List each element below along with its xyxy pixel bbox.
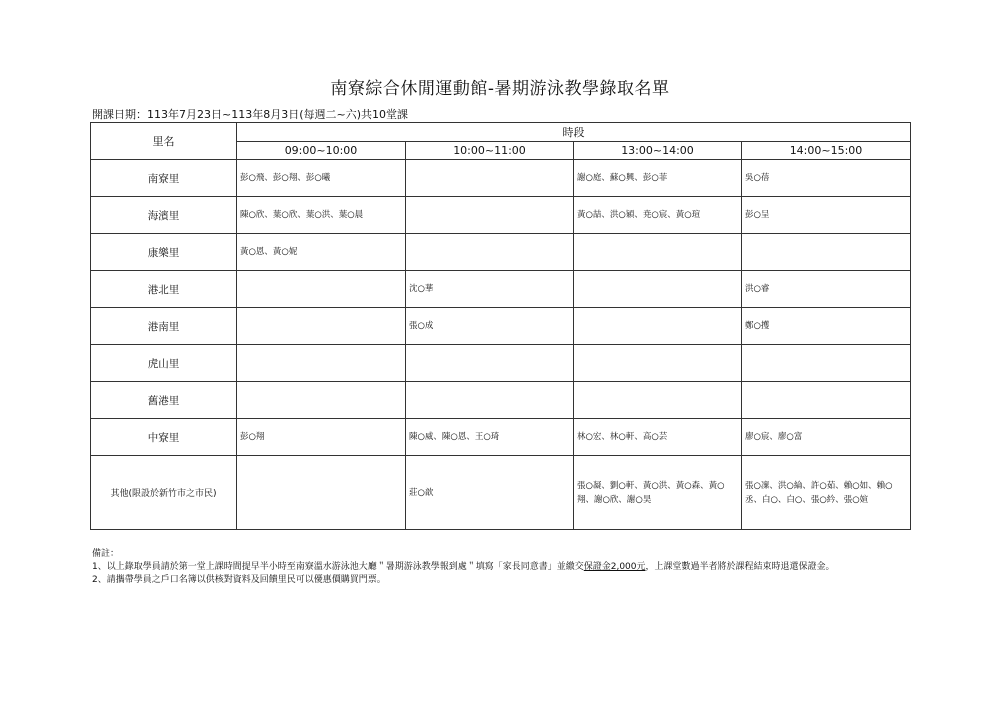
student-list: 莊○歆 <box>406 456 574 530</box>
table-row <box>91 160 911 197</box>
student-list <box>406 382 574 419</box>
student-list <box>237 345 406 382</box>
slot-header: 14:00~15:00 <box>742 142 911 160</box>
student-list <box>237 271 406 308</box>
student-list <box>237 382 406 419</box>
table-row <box>91 419 911 456</box>
student-list: 彭○呈 <box>742 197 911 234</box>
slot-header: 10:00~11:00 <box>406 142 574 160</box>
roster-table <box>90 122 911 530</box>
village-name: 南寮里 <box>91 160 237 197</box>
student-list: 陳○欣、葉○欣、葉○洪、葉○晨 <box>237 197 406 234</box>
student-list <box>742 382 911 419</box>
course-date: 開課日期：113年7月23日~113年8月3日(每週二~六)共10堂課 <box>92 108 408 121</box>
note-line-2: 2、請攜帶學員之戶口名簿以供核對資料及回饋里民可以優惠價購買門票。 <box>92 575 386 585</box>
table-row <box>91 382 911 419</box>
student-list <box>574 345 742 382</box>
student-list: 黃○恩、黃○妮 <box>237 234 406 271</box>
timeslot-header: 時段 <box>237 123 911 142</box>
deposit-amount: 保證金2,000元 <box>583 562 646 572</box>
village-name: 中寮里 <box>91 419 237 456</box>
table-row <box>91 197 911 234</box>
student-list: 張○成 <box>406 308 574 345</box>
student-list <box>237 456 406 530</box>
student-list <box>742 345 911 382</box>
village-name: 康樂里 <box>91 234 237 271</box>
village-name: 其他(限設於新竹市之市民) <box>91 456 237 530</box>
student-list: 黃○喆、洪○穎、尭○宸、黃○瑄 <box>574 197 742 234</box>
student-list <box>574 382 742 419</box>
village-name: 虎山里 <box>91 345 237 382</box>
student-list <box>574 308 742 345</box>
student-list <box>406 160 574 197</box>
student-list: 洪○睿 <box>742 271 911 308</box>
village-name: 海濱里 <box>91 197 237 234</box>
notes-heading: 備註： <box>92 549 120 559</box>
student-list: 吳○蓓 <box>742 160 911 197</box>
student-list <box>406 345 574 382</box>
student-list: 廖○宸、廖○富 <box>742 419 911 456</box>
student-list: 陳○威、陳○恩、王○琦 <box>406 419 574 456</box>
student-list <box>237 308 406 345</box>
student-list: 沈○華 <box>406 271 574 308</box>
village-name: 港北里 <box>91 271 237 308</box>
table-row <box>91 271 911 308</box>
table-row <box>91 234 911 271</box>
slot-header: 09:00~10:00 <box>237 142 406 160</box>
village-name: 港南里 <box>91 308 237 345</box>
student-list: 謝○庭、蘇○興、彭○菲 <box>574 160 742 197</box>
table-row <box>91 456 911 530</box>
student-list: 張○凝、劉○軒、黃○洪、黃○森、黃○翔、謝○欣、謝○昊 <box>574 456 742 530</box>
student-list: 鄭○擭 <box>742 308 911 345</box>
student-list <box>574 271 742 308</box>
student-list: 張○凜、洪○綸、許○茹、賴○如、賴○丞、白○、白○、張○紟、張○媗 <box>742 456 911 530</box>
table-header-row <box>91 123 911 142</box>
student-list <box>574 234 742 271</box>
student-list <box>406 197 574 234</box>
student-list <box>406 234 574 271</box>
student-list <box>742 234 911 271</box>
note-line-1 <box>92 561 835 574</box>
slot-header: 13:00~14:00 <box>574 142 742 160</box>
note-1-text: 1、以上錄取學員請於第一堂上課時間提早半小時至南寮溫水游泳池大廳＂暑期游泳教學報到處＂填寫「家長同意書」並繳交 <box>92 562 584 572</box>
village-name: 舊港里 <box>91 382 237 419</box>
student-list: 彭○飛、彭○翔、彭○曦 <box>237 160 406 197</box>
notes <box>92 548 835 587</box>
village-header: 里名 <box>91 123 237 160</box>
page-title: 南寮綜合休閒運動館-暑期游泳教學錄取名單 <box>330 79 670 99</box>
student-list: 林○宏、林○軒、高○芸 <box>574 419 742 456</box>
note-1-text-end: ，上課堂數過半者將於課程結束時退還保證金。 <box>645 562 835 572</box>
table-row <box>91 308 911 345</box>
student-list: 彭○翔 <box>237 419 406 456</box>
table-row <box>91 345 911 382</box>
